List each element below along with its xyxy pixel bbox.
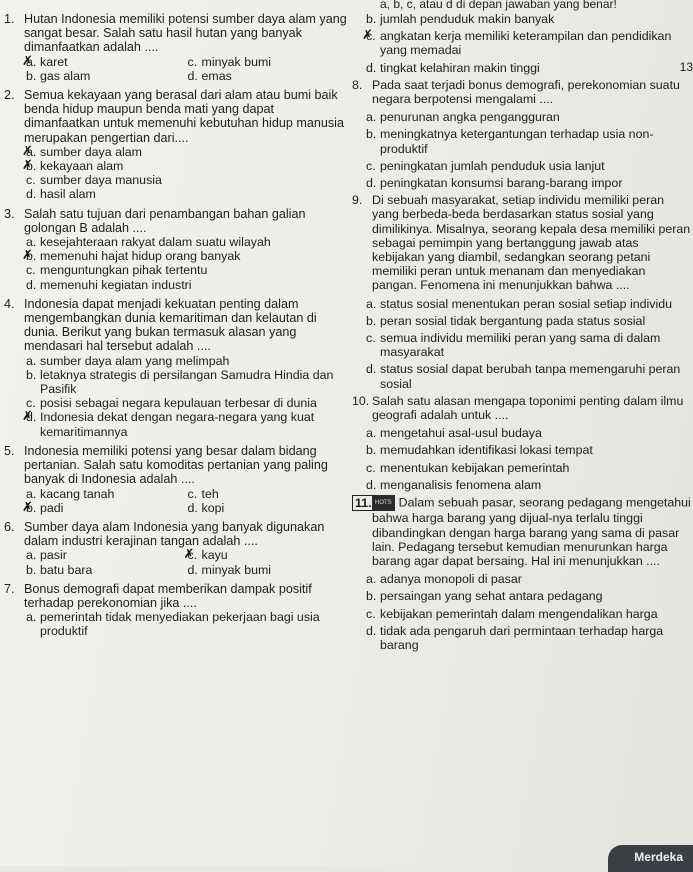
option-text: minyak bumi	[201, 562, 272, 577]
option-text: tidak ada pengaruh dari permintaan terhadap harga barang	[380, 623, 664, 652]
question-text	[372, 78, 693, 106]
option-letter: a.	[366, 426, 377, 441]
option-letter: d.	[366, 176, 377, 191]
option-letter: b.	[366, 443, 377, 458]
option-text: status sosial dapat berubah tanpa memengaruhi peran sosial	[380, 362, 681, 391]
question-6	[4, 520, 349, 577]
option-letter: d.	[26, 277, 37, 292]
question-4	[4, 297, 349, 439]
answer-option	[366, 443, 693, 457]
question-number: 6.	[4, 519, 15, 534]
option-text: persaingan yang sehat antara pedagang	[380, 589, 603, 604]
question-5	[4, 444, 349, 515]
answer-options	[26, 55, 349, 83]
option-letter: a.	[366, 572, 377, 587]
answer-option	[26, 548, 188, 562]
answer-option	[26, 410, 349, 438]
answer-option	[366, 461, 693, 475]
question-body: Dalam sebuah pasar, seorang pedagang mengetahui bahwa harga barang yang dijual-nya terlalu tinggi dibandingkan dengan harga barang yang sama di pasar lain. Pedagang tersebut kemudian menurunkan harga barang agar dapat bersaing. Hal ini menunjukkan ....	[372, 495, 691, 568]
option-letter: d.	[187, 562, 198, 577]
answer-option	[366, 607, 693, 621]
answer-option	[366, 426, 693, 440]
option-text: kesejahteraan rakyat dalam suatu wilayah	[40, 235, 271, 250]
question-1	[4, 12, 349, 83]
answer-option	[188, 69, 350, 83]
question-number: 2.	[4, 88, 15, 103]
option-text: minyak bumi	[201, 54, 272, 69]
answer-option	[26, 487, 188, 501]
option-letter: b.	[366, 12, 377, 26]
option-letter: c.	[26, 173, 36, 188]
option-text: status sosial menentukan peran sosial setiap individu	[380, 296, 673, 311]
answer-options	[26, 145, 349, 202]
option-text: angkatan kerja memiliki keterampilan dan pendidikan yang memadai	[380, 29, 672, 58]
option-letter: c.	[26, 396, 36, 411]
option-text: pemerintah tidak menyediakan pekerjaan bagi usia produktif	[40, 610, 320, 639]
option-letter: d.	[366, 362, 377, 377]
right-column	[352, 12, 693, 655]
question-text: Sumber daya alam Indonesia yang banyak digunakan dalam industri kerajinan tangan adalah ....	[24, 519, 325, 549]
answer-option	[366, 159, 693, 173]
option-letter: b.	[366, 313, 377, 328]
question-number: 3.	[4, 206, 15, 221]
option-text: kacang tanah	[40, 486, 115, 501]
option-letter: b.	[26, 367, 37, 382]
answer-option	[26, 354, 349, 368]
option-letter: a.	[26, 353, 37, 368]
option-text: kayu	[201, 548, 228, 563]
option-text: kebijakan pemerintah dalam mengendalikan harga	[380, 606, 658, 621]
answer-option	[26, 145, 349, 159]
answer-option	[366, 331, 693, 359]
answer-option	[188, 487, 350, 501]
option-letter: d.	[26, 187, 37, 202]
answer-option	[26, 501, 188, 515]
question-number: 10.	[352, 393, 370, 408]
option-text: hasil alam	[40, 187, 96, 202]
question-text: Indonesia dapat menjadi kekuatan penting dalam mengembangkan dunia kemaritiman dan kelautan di dunia. Berikut yang bukan termasuk alasan yang mendasari hal tersebut adalah ....	[24, 296, 317, 354]
question-number: 9.	[352, 193, 363, 208]
question-9	[352, 193, 693, 292]
option-letter: d.	[366, 623, 377, 638]
left-column	[4, 12, 349, 644]
answer-option	[26, 563, 188, 577]
option-text: memudahkan identifikasi lokasi tempat	[380, 443, 593, 458]
option-letter: a.	[26, 610, 37, 625]
question-number: 7.	[4, 581, 15, 596]
option-letter: ✗ c.	[187, 548, 198, 563]
option-text: adanya monopoli di pasar	[380, 572, 522, 587]
question-text	[372, 495, 693, 568]
option-letter: d.	[366, 60, 377, 75]
answer-options	[26, 235, 349, 292]
question-text: Semua kekayaan yang berasal dari alam atau bumi baik benda hidup maupun benda mati yang dapat dimanfaatkan untuk memenuhi kebutuhan hidup manusia merupakan pengertian dari....	[24, 88, 344, 145]
question-text: Indonesia memiliki potensi yang besar dalam bidang pertanian. Salah satu komoditas pertanian yang paling banyak di Indonesia adalah ....	[24, 443, 328, 487]
option-letter: c.	[187, 486, 198, 501]
option-letter: c.	[366, 331, 376, 346]
option-letter: c.	[26, 263, 36, 278]
answer-options	[26, 487, 349, 515]
answer-option	[366, 29, 693, 57]
option-letter: ✗ b.	[26, 159, 37, 174]
answer-option	[366, 589, 693, 603]
option-text: Indonesia dekat dengan negara-negara yang kuat kemaritimannya	[40, 410, 315, 439]
answer-option	[26, 263, 349, 277]
answer-option	[366, 314, 693, 328]
option-letter: d.	[187, 500, 198, 515]
answer-option	[366, 110, 693, 124]
answer-option	[366, 572, 693, 586]
question-2	[4, 88, 349, 202]
question-number: 5.	[4, 443, 15, 458]
answer-option	[26, 249, 349, 263]
question-body: Salah satu alasan mengapa toponimi penting dalam ilmu geografi adalah untuk ....	[372, 393, 684, 423]
question-10	[352, 394, 693, 422]
answer-options	[26, 610, 349, 638]
option-text: letaknya strategis di persilangan Samudra Hindia dan Pasifik	[40, 367, 334, 397]
answer-option	[26, 69, 188, 83]
option-text: peningkatan konsumsi barang-barang impor	[380, 176, 623, 191]
option-text: emas	[201, 68, 232, 83]
option-letter: a.	[366, 110, 377, 125]
option-letter: b.	[26, 68, 37, 83]
answer-option	[366, 362, 693, 390]
question-text: Salah satu tujuan dari penambangan bahan galian golongan B adalah ....	[24, 206, 306, 235]
option-letter: ✗ b.	[26, 249, 37, 264]
option-letter: ✗ b.	[26, 500, 37, 515]
question-11	[352, 495, 693, 568]
option-text: jumlah penduduk makin banyak	[380, 12, 555, 26]
option-text: tingkat kelahiran makin tinggi	[380, 60, 540, 75]
answer-option	[188, 548, 350, 562]
option-letter: b.	[366, 127, 377, 142]
option-text: menganalisis fenomena alam	[380, 477, 542, 492]
option-text: peran sosial tidak bergantung pada status sosial	[380, 313, 646, 328]
option-letter: ✗ c.	[366, 29, 376, 44]
option-text: kekayaan alam	[40, 159, 124, 174]
answer-option	[26, 235, 349, 249]
question-text	[372, 394, 693, 422]
option-letter: c.	[187, 54, 198, 69]
option-text: mengetahui asal-usul budaya	[380, 426, 542, 441]
option-letter: ✗ a.	[26, 144, 37, 159]
answer-option	[366, 127, 693, 155]
option-text: peningkatan jumlah penduduk usia lanjut	[380, 158, 605, 173]
question-7	[4, 582, 349, 639]
option-text: semua individu memiliki peran yang sama di dalam masyarakat	[380, 331, 661, 360]
question-3	[4, 207, 349, 292]
option-text: penurunan angka pengangguran	[380, 110, 560, 125]
option-letter: c.	[366, 606, 376, 621]
option-text: memenuhi hajat hidup orang banyak	[40, 249, 241, 264]
answer-option	[366, 176, 693, 190]
question-8	[352, 78, 693, 106]
answer-option	[26, 396, 349, 410]
option-text: karet	[40, 54, 68, 69]
edge-number: 13	[679, 60, 693, 74]
question-number: 1.	[4, 12, 15, 26]
option-text: sumber daya manusia	[40, 173, 162, 188]
question-body: Di sebuah masyarakat, setiap individu memiliki peran yang berbeda-beda berdasarkan status sosial yang dimilikinya. Misalnya, seorang kepala desa memiliki peran sebagai pemimpin yang bertanggung jawab atas kebijakan yang diambil, sedangkan seorang petani memiliki peran untuk menanam dan menyediakan pangan. Fenomena ini menunjukkan bahwa ....	[372, 193, 691, 293]
option-text: sumber daya alam	[40, 144, 142, 159]
option-text: posisi sebagai negara kepulauan terbesar di dunia	[40, 396, 317, 411]
answer-option	[26, 610, 349, 638]
option-text: batu bara	[40, 562, 93, 577]
question-body: Pada saat terjadi bonus demografi, perekonomian suatu negara berpotensi mengalami ....	[372, 77, 680, 107]
answer-option	[366, 12, 693, 26]
option-letter: b.	[26, 562, 37, 577]
answer-option	[26, 278, 349, 292]
option-text: padi	[40, 500, 64, 515]
answer-option	[188, 55, 350, 69]
option-letter: ✗ d.	[26, 410, 37, 425]
option-text: kopi	[201, 500, 225, 515]
question-text	[372, 193, 693, 292]
option-letter: a.	[366, 296, 377, 311]
answer-option	[366, 297, 693, 311]
option-letter: c.	[366, 158, 376, 173]
option-text: menguntungkan pihak tertentu	[40, 263, 208, 278]
option-text: meningkatnya ketergantungan terhadap usia non-produktif	[380, 127, 654, 156]
option-letter: a.	[26, 548, 37, 563]
answer-options	[26, 354, 349, 439]
answer-option	[188, 563, 350, 577]
answer-option	[366, 61, 693, 75]
option-text: menentukan kebijakan pemerintah	[380, 460, 570, 475]
answer-option	[26, 173, 349, 187]
option-letter: a.	[26, 486, 37, 501]
option-text: teh	[201, 486, 219, 501]
option-text: memenuhi kegiatan industri	[40, 277, 192, 292]
option-letter: d.	[187, 68, 198, 83]
answer-option	[26, 159, 349, 173]
answer-option	[366, 478, 693, 492]
hots-stamp: HOTS	[372, 495, 395, 511]
option-letter: c.	[366, 460, 376, 475]
option-text: sumber daya alam yang melimpah	[40, 353, 230, 368]
option-letter: b.	[366, 589, 377, 604]
answer-option	[26, 55, 188, 69]
question-text: Bonus demografi dapat memberikan dampak positif terhadap perekonomian jika ....	[24, 581, 312, 610]
answer-option	[188, 501, 350, 515]
answer-option	[366, 624, 693, 652]
curriculum-corner-badge: Merdeka	[608, 845, 693, 872]
option-text: gas alam	[40, 68, 91, 83]
question-number: 8.	[352, 77, 363, 92]
question-number: 4.	[4, 296, 15, 311]
answer-options	[26, 548, 349, 576]
answer-option	[26, 368, 349, 396]
option-letter: ✗ a.	[26, 54, 37, 69]
instruction-fragment: a, b, c, atau d di depan jawaban yang benar!	[380, 0, 617, 11]
question-text: Hutan Indonesia memiliki potensi sumber daya alam yang sangat besar. Salah satu hasil hutan yang banyak dimanfaatkan adalah ....	[24, 12, 347, 55]
option-text: pasir	[40, 548, 67, 563]
answer-option	[26, 187, 349, 201]
option-letter: d.	[366, 477, 377, 492]
question-number: 11.	[352, 495, 375, 511]
option-letter: a.	[26, 235, 37, 250]
